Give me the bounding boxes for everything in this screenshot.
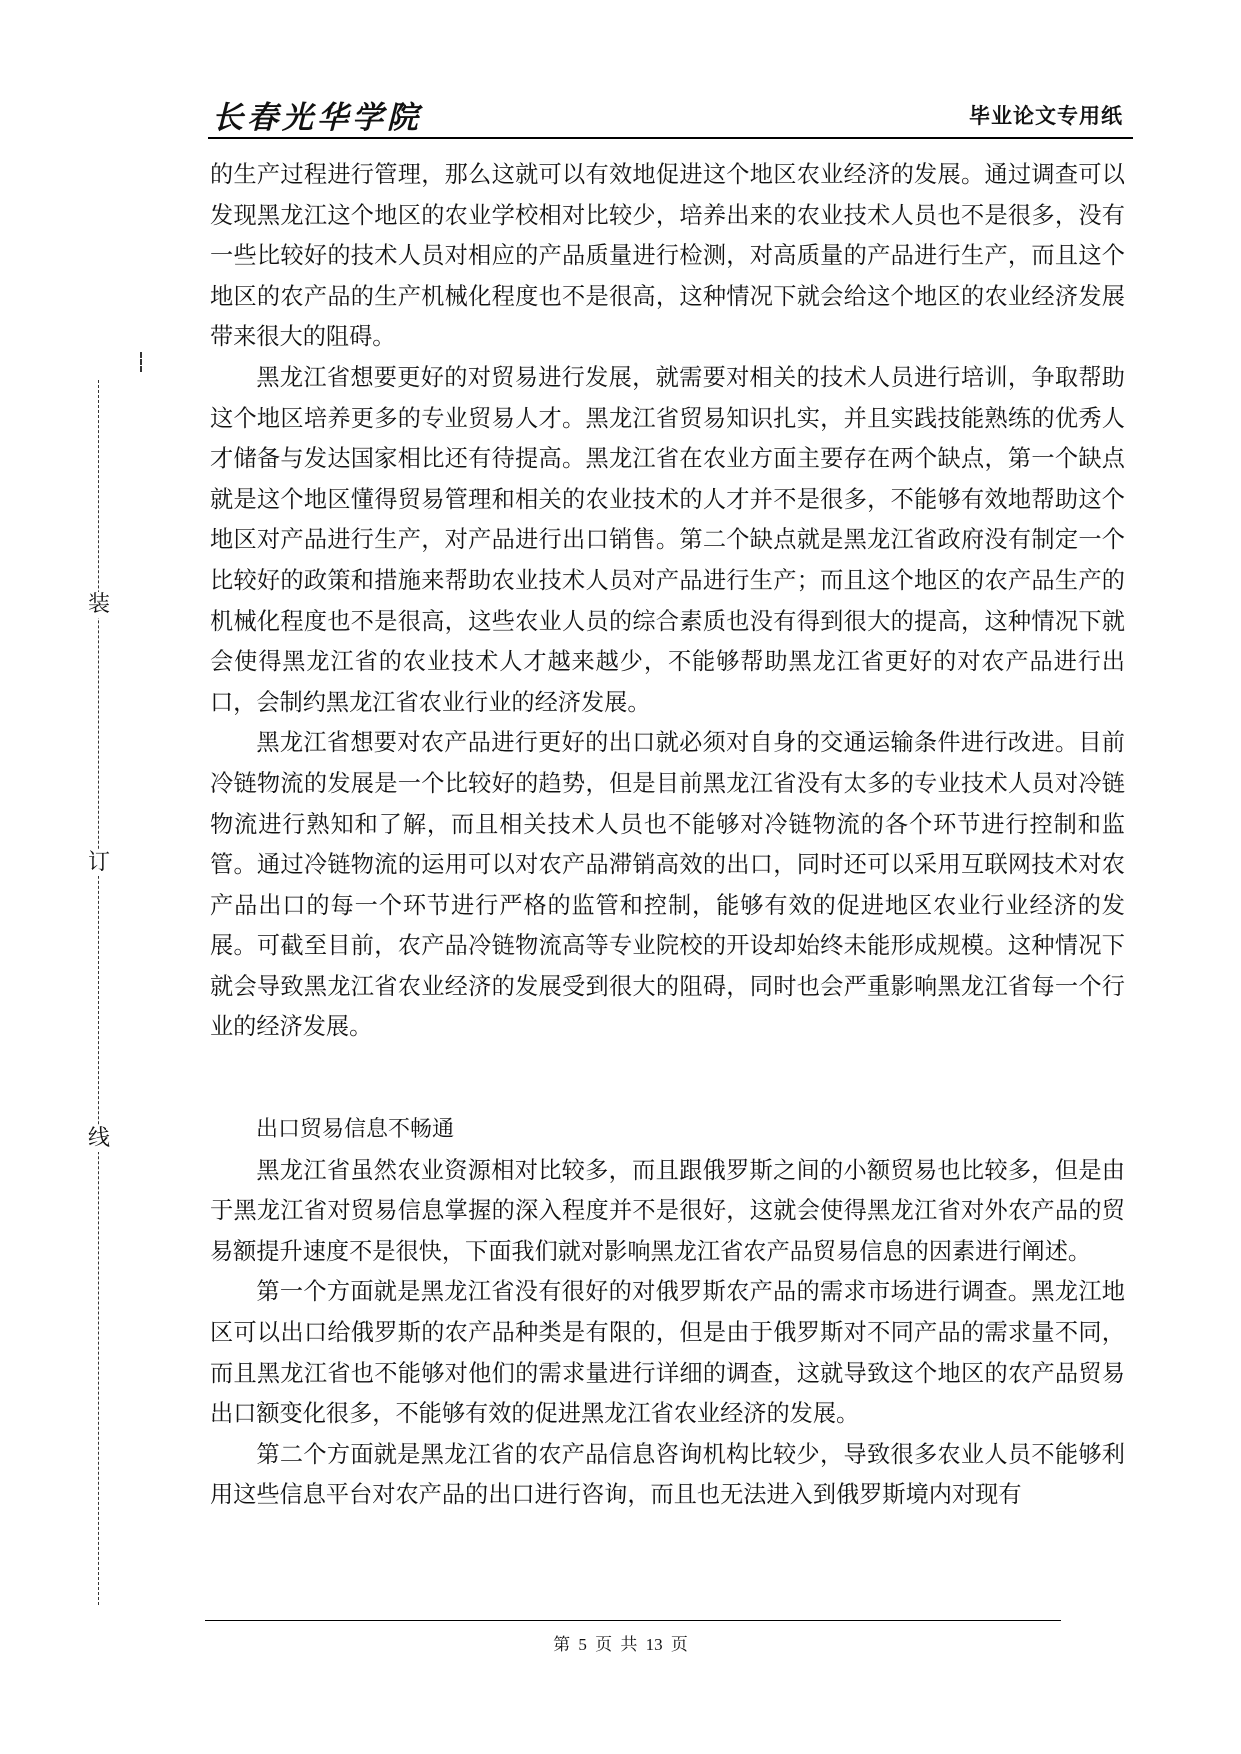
paragraph: 黑龙江省想要更好的对贸易进行发展，就需要对相关的技术人员进行培训，争取帮助这个地区培养更多的专业贸易人才。黑龙江省贸易知识扎实，并且实践技能熟练的优秀人才储备与发达国家相比还有待提高。黑龙江省在农业方面主要存在两个缺点，第一个缺点就是这个地区懂得贸易管理和相关的农业技术的人才并不是很多，不能够有效地帮助这个地区对产品进行生产，对产品进行出口销售。第二个缺点就是黑龙江省政府没有制定一个比较好的政策和措施来帮助农业技术人员对产品进行生产；而且这个地区的农产品生产的机械化程度也不是很高，这些农业人员的综合素质也没有得到很大的提高，这种情况下就会使得黑龙江省的农业技术人才越来越少，不能够帮助黑龙江省更好的对农产品进行出口，会制约黑龙江省农业行业的经济发展。 — [210, 363, 1125, 716]
paper-type-label: 毕业论文专用纸 — [969, 104, 1123, 128]
body-text — [210, 155, 1125, 1516]
header-divider — [208, 137, 1133, 139]
section-heading: 出口贸易信息不畅通 — [256, 1117, 455, 1143]
paragraph: 第一个方面就是黑龙江省没有很好的对俄罗斯农产品的需求市场进行调查。黑龙江地区可以出口给俄罗斯的农产品种类是有限的，但是由于俄罗斯对不同产品的需求量不同，而且黑龙江省也不能够对他们的需求量进行详细的调查，这就导致这个地区的农产品贸易出口额变化很多，不能够有效的促进黑龙江省农业经济的发展。 — [210, 1278, 1125, 1428]
binding-char-zhuang: 装 — [88, 592, 111, 617]
paragraph: 黑龙江省虽然农业资源相对比较多，而且跟俄罗斯之间的小额贸易也比较多，但是由于黑龙江省对贸易信息掌握的深入程度并不是很好，这就会使得黑龙江省对外农产品的贸易额提升速度不是很快，下面我们就对影响黑龙江省农产品贸易信息的因素进行阐述。 — [210, 1156, 1125, 1265]
binding-char-ding: 订 — [88, 850, 111, 875]
paragraph: 黑龙江省想要对农产品进行更好的出口就必须对自身的交通运输条件进行改进。目前冷链物流的发展是一个比较好的趋势，但是目前黑龙江省没有太多的专业技术人员对冷链物流进行熟知和了解，而且相关技术人员也不能够对冷链物流的各个环节进行控制和监管。通过冷链物流的运用可以对农产品滞销高效的出口，同时还可以采用互联网技术对农产品出口的每一个环节进行严格的监管和控制，能够有效的促进地区农业行业经济的发展。可截至目前，农产品冷链物流高等专业院校的开设却始终未能形成规模。这种情况下就会导致黑龙江省农业经济的发展受到很大的阻碍，同时也会严重影响黑龙江省每一个行业的经济发展。 — [210, 729, 1125, 1041]
paragraph-continuation: 的生产过程进行管理，那么这就可以有效地促进这个地区农业经济的发展。通过调查可以发现黑龙江这个地区的农业学校相对比较少，培养出来的农业技术人员也不是很多，没有一些比较好的技术人员对相应的产品质量进行检测，对高质量的产品进行生产，而且这个地区的农产品的生产机械化程度也不是很高，这种情况下就会给这个地区的农业经济发展带来很大的阻碍。 — [210, 161, 1125, 351]
binding-char-xian: 线 — [88, 1126, 111, 1151]
binding-dashed-line — [98, 380, 99, 1605]
footer-divider — [205, 1620, 1061, 1621]
paragraph: 第二个方面就是黑龙江省的农产品信息咨询机构比较少，导致很多农业人员不能够利用这些信息平台对农产品的出口进行咨询，而且也无法进入到俄罗斯境内对现有 — [210, 1440, 1125, 1509]
school-name: 长春光华学院 — [212, 100, 422, 136]
binding-mark — [140, 352, 142, 372]
page-number: 第 5 页 共 13 页 — [553, 1635, 688, 1654]
